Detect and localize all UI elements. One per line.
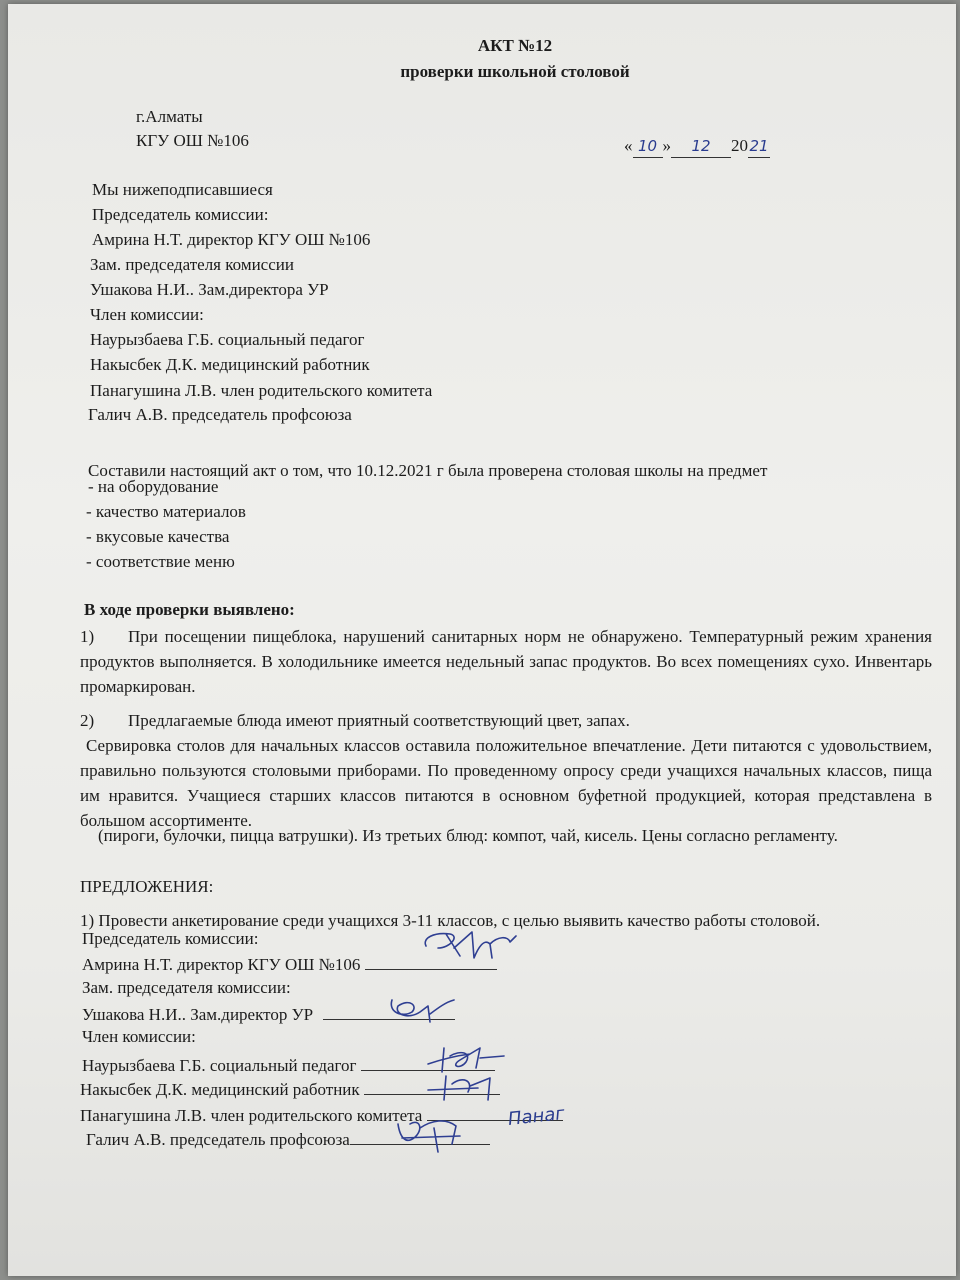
proposal-1: 1) Провести анкетирование среди учащихся 3-11 классов, с целью выявить качество работы столовой. xyxy=(80,911,821,930)
member-1: Наурызбаева Г.Б. социальный педагог xyxy=(90,330,365,349)
finding-2 xyxy=(80,708,932,733)
member-4-signature xyxy=(390,1108,470,1160)
proposals-heading: ПРЕДЛОЖЕНИЯ: xyxy=(80,877,214,896)
act-title: АКТ №12 xyxy=(477,36,553,55)
vice-signature xyxy=(382,992,462,1032)
date-day: 10 xyxy=(633,135,663,158)
check-item-3: - вкусовые качества xyxy=(86,527,230,546)
chair-label: Председатель комиссии: xyxy=(92,205,269,224)
finding-2-text: Предлагаемые блюда имеют приятный соответствующий цвет, запах. xyxy=(128,711,630,730)
sig-member-3-name: Панагушина Л.В. член родительского комитета xyxy=(80,1106,423,1125)
sig-member-2-name: Накысбек Д.К. медицинский работник xyxy=(80,1080,360,1099)
check-item-1: - на оборудование xyxy=(88,477,219,496)
vice-name: Ушакова Н.И.. Зам.директора УР xyxy=(90,280,329,299)
vice-label: Зам. председателя комиссии xyxy=(90,255,294,274)
finding-3-text: Сервировка столов для начальных классов оставила положительное впечатление. Дети питаются с удовольствием, правильно пользуются столовыми приборами. По проведенному опросу среди учащихся начальных классов, пища им нравится. Учащиеся старших классов питаются в основном буфетной продукцией, которая представлена в большом ассортименте. xyxy=(80,736,932,830)
finding-2-number: 2) xyxy=(80,711,95,730)
date-year-suffix: 21 xyxy=(748,135,770,158)
school-name: КГУ ОШ №106 xyxy=(136,131,249,150)
sig-member-3-row xyxy=(80,1104,563,1127)
member-2: Накысбек Д.К. медицинский работник xyxy=(90,355,370,374)
undersigned-text: Мы нижеподписавшиеся xyxy=(92,180,273,199)
city: г.Алматы xyxy=(136,107,203,126)
findings-heading: В ходе проверки выявлено: xyxy=(84,600,295,619)
finding-1 xyxy=(80,624,932,699)
member-4: Галич А.В. председатель профсоюза xyxy=(88,405,352,424)
date-close-quote: » xyxy=(662,136,671,155)
member-3-signature: Панаг xyxy=(507,1103,566,1130)
finding-1-text: При посещении пищеблока, нарушений санитарных норм не обнаружено. Температурный режим хранения продуктов выполняется. В холодильнике имеется недельный запас продуктов. Во всех помещениях сухо. Инвентарь промаркирован. xyxy=(80,627,932,696)
date-year-prefix: 20 xyxy=(731,136,748,155)
sig-chair-name: Амрина Н.Т. директор КГУ ОШ №106 xyxy=(82,955,361,974)
check-item-4: - соответствие меню xyxy=(86,552,235,571)
chair-name: Амрина Н.Т. директор КГУ ОШ №106 xyxy=(92,230,371,249)
act-subtitle: проверки школьной столовой xyxy=(400,62,630,81)
member-2-signature xyxy=(418,1066,498,1106)
member-3: Панагушина Л.В. член родительского комитета xyxy=(90,381,433,400)
sig-member-4-name: Галич А.В. председатель профсоюза xyxy=(86,1130,350,1149)
member-label: Член комиссии: xyxy=(90,305,204,324)
date-open-quote: « xyxy=(624,136,633,155)
sig-member-1-name: Наурызбаева Г.Б. социальный педагог xyxy=(82,1056,357,1075)
sig-member-label: Член комиссии: xyxy=(82,1027,196,1046)
sig-vice-name: Ушакова Н.И.. Зам.директор УР xyxy=(82,1005,314,1024)
date-month: 12 xyxy=(671,135,731,158)
finding-4-text: (пироги, булочки, пицца ватрушки). Из третьих блюд: компот, чай, кисель. Цены согласно регламенту. xyxy=(98,826,838,845)
act-date xyxy=(624,135,770,158)
sig-vice-label: Зам. председателя комиссии: xyxy=(82,978,291,997)
finding-1-number: 1) xyxy=(80,627,95,646)
check-item-2: - качество материалов xyxy=(86,502,246,521)
statement-text: Составили настоящий акт о том, что 10.12.2021 г была проверена столовая школы на предмет xyxy=(88,461,768,480)
chair-signature xyxy=(420,918,520,974)
sig-chair-label: Председатель комиссии: xyxy=(82,929,259,948)
